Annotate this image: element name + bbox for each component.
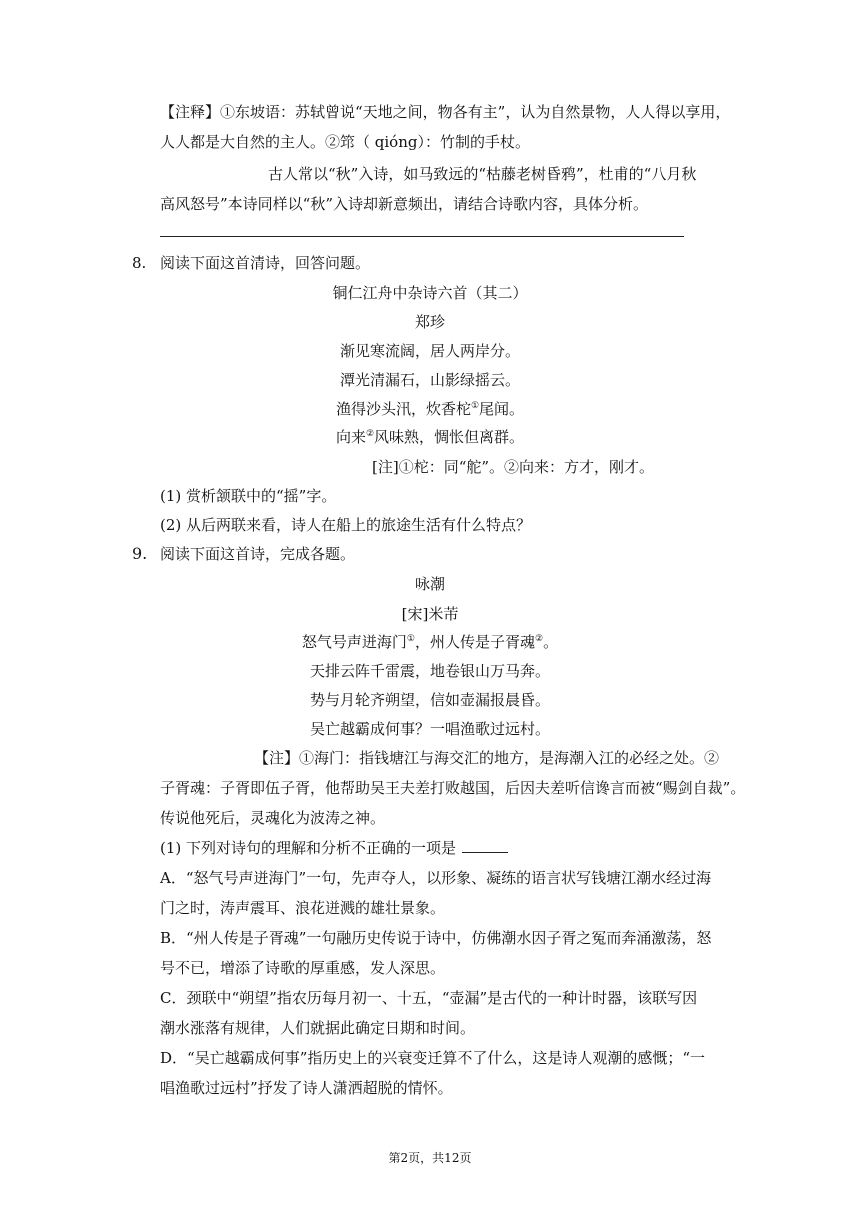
note-line-2: 人人都是大自然的主人。②筇（ qióng）：竹制的手杖。 <box>160 133 530 151</box>
footnote-marker: ② <box>365 429 375 439</box>
poem-note: 传说他死后，灵魂化为波涛之神。 <box>160 809 386 827</box>
question-prompt-line-2: 高风怒号”本诗同样以“秋”入诗却新意频出，请结合诗歌内容，具体分析。 <box>160 195 649 213</box>
question-9-number: 9. <box>132 544 148 563</box>
poem-title: 咏潮 <box>414 575 445 593</box>
poem-text: 尾闻。 <box>479 400 525 418</box>
poem-text: ，州人传是子胥魂 <box>414 633 535 651</box>
answer-line <box>160 236 684 237</box>
poem-text: 向来 <box>335 428 366 446</box>
poem-author: [宋]米芾 <box>401 605 459 623</box>
option-b-line-1: B．“州人传是子胥魂”一句融历史传说于诗中，仿佛潮水因子胥之冤而奔涌激荡，怒 <box>160 929 712 947</box>
poem-line <box>0 632 860 652</box>
sub-question-text: (1) 下列对诗句的理解和分析不正确的一项是 <box>160 839 457 857</box>
option-c-line-2: 潮水涨落有规律，人们就据此确定日期和时间。 <box>160 1019 476 1037</box>
poem-author: 郑珍 <box>414 313 445 331</box>
sub-question-2: (2) 从后两联来看，诗人在船上的旅途生活有什么特点？ <box>160 516 532 534</box>
sub-question-1: (1) 赏析颔联中的“摇”字。 <box>160 487 337 505</box>
poem-text: 渔得沙头汛，炊香柁 <box>335 400 471 418</box>
question-9-intro: 阅读下面这首诗，完成各题。 <box>160 545 356 563</box>
poem-note: [注]①柁：同“舵”。②向来：方才，刚才。 <box>372 458 655 476</box>
footnote-marker: ② <box>535 634 544 644</box>
poem-line <box>0 399 860 419</box>
page-number: 第2页，共12页 <box>388 1151 472 1165</box>
poem-text: 。 <box>543 633 559 651</box>
question-8-intro: 阅读下面这首清诗，回答问题。 <box>160 254 371 272</box>
poem-title: 铜仁江舟中杂诗六首（其二） <box>332 284 528 302</box>
option-a-line-1: A．“怒气号声迸海门”一句，先声夺人，以形象、凝练的语言状写钱塘江潮水经过海 <box>160 869 712 887</box>
poem-line: 势与月轮齐朔望，信如壶漏报晨昏。 <box>309 691 550 709</box>
note-line-1: 【注释】①东坡语：苏轼曾说“天地之间，物各有主”，认为自然景物，人人得以享用， <box>160 103 731 121</box>
poem-text: 风味熟，惆怅但离群。 <box>374 428 525 446</box>
footnote-marker: ① <box>406 634 415 644</box>
question-prompt-line-1: 古人常以“秋”入诗，如马致远的“枯藤老树昏鸦”，杜甫的“八月秋 <box>268 165 697 183</box>
question-8-number: 8. <box>132 254 147 272</box>
poem-line: 天排云阵千雷震，地卷银山万马奔。 <box>309 662 550 680</box>
poem-line <box>0 427 860 447</box>
option-d-line-1: D．“吴亡越霸成何事”指历史上的兴衰变迁算不了什么，这是诗人观潮的感慨；“一 <box>160 1049 706 1067</box>
poem-line: 吴亡越霸成何事？一唱渔歌过远村。 <box>309 720 550 738</box>
poem-line: 渐见寒流阔，居人两岸分。 <box>339 342 520 360</box>
answer-blank[interactable] <box>462 838 508 853</box>
poem-note: 【注】①海门：指钱塘江与海交汇的地方，是海潮入江的必经之处。② <box>254 749 720 767</box>
poem-note: 子胥魂：子胥即伍子胥，他帮助吴王夫差打败越国，后因夫差听信谗言而被“赐剑自裁”。 <box>160 779 746 797</box>
poem-text: 怒气号声迸海门 <box>301 633 407 651</box>
poem-line: 潭光清漏石，山影绿摇云。 <box>339 371 520 389</box>
option-b-line-2: 号不已，增添了诗歌的厚重感，发人深思。 <box>160 959 446 977</box>
option-d-line-2: 唱渔歌过远村”抒发了诗人潇洒超脱的情怀。 <box>160 1079 453 1097</box>
option-a-line-2: 门之时，涛声震耳、浪花迸溅的雄壮景象。 <box>160 899 446 917</box>
footnote-marker: ① <box>470 401 480 411</box>
sub-question-1 <box>160 838 508 858</box>
option-c-line-1: C．颈联中“朔望”指农历每月初一、十五，“壶漏”是古代的一种计时器，该联写因 <box>160 989 698 1007</box>
